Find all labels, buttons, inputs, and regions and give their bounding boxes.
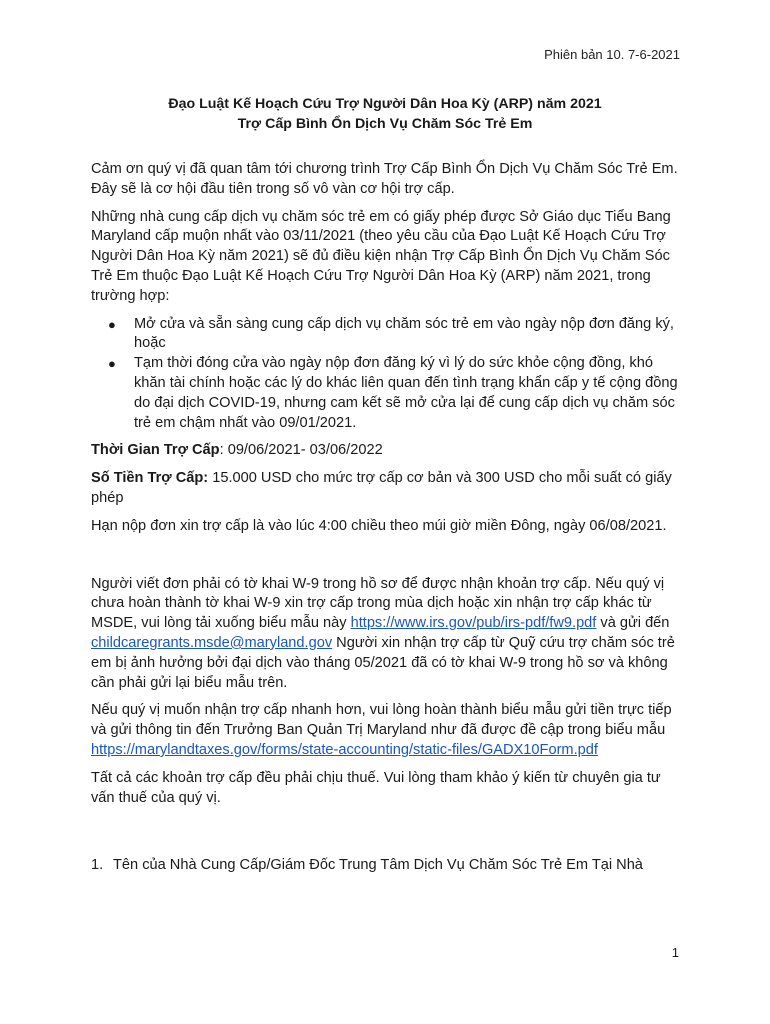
intro-paragraph: Cảm ơn quý vị đã quan tâm tới chương trình Trợ Cấp Bình Ổn Dịch Vụ Chăm Sóc Trẻ Em. Đây sẽ là cơ hội đầu tiên trong số vô vàn cơ hội trợ cấp. xyxy=(91,161,678,197)
bullet-icon: ● xyxy=(108,316,116,332)
eligibility-paragraph: Những nhà cung cấp dịch vụ chăm sóc trẻ em có giấy phép được Sở Giáo dục Tiểu Bang Maryland cấp muộn nhất vào 03/11/2021 (theo yêu cầu của Đạo Luật Kế Hoạch Cứu Trợ Người Dân Hoa Kỳ năm 2021) sẽ đủ điều kiện nhận Trợ Cấp Bình Ổn Dịch Vụ Chăm Sóc Trẻ Em thuộc Đạo Luật Kế Hoạch Cứu Trợ Người Dân Hoa Kỳ (ARP) năm 2021, trong trường hợp: xyxy=(91,208,671,304)
deadline-paragraph: Hạn nộp đơn xin trợ cấp là vào lúc 4:00 chiều theo múi giờ miền Đông, ngày 06/08/2021. xyxy=(91,517,667,534)
email-link[interactable]: childcaregrants.msde@maryland.gov xyxy=(91,634,333,651)
grant-period-label: Thời Gian Trợ Cấp xyxy=(91,442,220,459)
grant-period xyxy=(91,441,685,461)
tax-paragraph: Tất cả các khoản trợ cấp đều phải chịu thuế. Vui lòng tham khảo ý kiến từ chuyên gia tư vấn thuế của quý vị. xyxy=(91,769,661,806)
document-title xyxy=(0,94,770,134)
title-line-1: Đạo Luật Kế Hoạch Cứu Trợ Người Dân Hoa Kỳ (ARP) năm 2021 xyxy=(168,96,602,112)
direct-deposit-text: Nếu quý vị muốn nhận trợ cấp nhanh hơn, vui lòng hoàn thành biểu mẫu gửi tiền trực tiếp và gửi thông tin đến Trưởng Ban Quản Trị Maryland như đã được đề cập trong biểu mẫu xyxy=(91,702,672,739)
bullet-icon: ● xyxy=(108,356,116,372)
w9-paragraph xyxy=(91,575,685,694)
list-item-text: Tạm thời đóng cửa vào ngày nộp đơn đăng ký vì lý do sức khỏe cộng đồng, khó khăn tài chính hoặc các lý do khác liên quan đến tình trạng khẩn cấp y tế cộng đồng do đại dịch COVID-19, nhưng cam kết sẽ mở cửa lại để cung cấp dịch vụ chăm sóc trẻ em chậm nhất vào 09/01/2021. xyxy=(134,355,678,431)
list-item-text: Mở cửa và sẵn sàng cung cấp dịch vụ chăm sóc trẻ em vào ngày nộp đơn đăng ký, hoặc xyxy=(134,315,674,352)
w9-form-link[interactable]: https://www.irs.gov/pub/irs-pdf/fw9.pdf xyxy=(350,615,597,632)
item-number: 1. xyxy=(91,857,104,874)
eligibility-list xyxy=(91,315,685,434)
item-text: Tên của Nhà Cung Cấp/Giám Đốc Trung Tâm Dịch Vụ Chăm Sóc Trẻ Em Tại Nhà xyxy=(113,857,643,874)
spacer xyxy=(91,545,685,575)
spacer xyxy=(91,816,685,856)
document-body xyxy=(91,160,685,884)
direct-deposit-paragraph xyxy=(91,701,685,760)
w9-text-2: và gửi đến xyxy=(596,615,670,632)
w9-text-1: Người viết đơn phải có tờ khai W-9 trong hồ sơ để được nhận khoản trợ cấp. Nếu quý vị chưa hoàn thành tờ khai W-9 xin trợ cấp trong mùa dịch hoặc xin nhận trợ cấp khác từ MSDE, vui lòng tải xuống biểu mẫu này xyxy=(91,575,665,632)
grant-period-value: : 09/06/2021- 03/06/2022 xyxy=(219,442,383,459)
page-number: 1 xyxy=(671,945,679,960)
w9-text-3: Người xin nhận trợ cấp từ Quỹ cứu trợ chăm sóc trẻ em bị ảnh hưởng bởi đại dịch vào tháng 05/2021 đã có tờ khai W-9 trong hồ sơ và không cần phải gửi lại biểu mẫu trên. xyxy=(91,634,675,691)
list-item xyxy=(108,315,685,355)
version-label: Phiên bản 10. 7-6-2021 xyxy=(544,47,680,62)
grant-amount-label: Số Tiền Trợ Cấp: xyxy=(91,470,209,487)
numbered-item-1 xyxy=(91,856,685,876)
direct-deposit-form-link[interactable]: https://marylandtaxes.gov/forms/state-accounting/static-files/GADX10Form.pdf xyxy=(91,741,598,758)
grant-amount xyxy=(91,469,685,509)
title-line-2: Trợ Cấp Bình Ổn Dịch Vụ Chăm Sóc Trẻ Em xyxy=(237,116,533,132)
grant-amount-value: 15.000 USD cho mức trợ cấp cơ bản và 300 USD cho mỗi suất có giấy phép xyxy=(91,470,672,506)
list-item xyxy=(108,354,685,433)
